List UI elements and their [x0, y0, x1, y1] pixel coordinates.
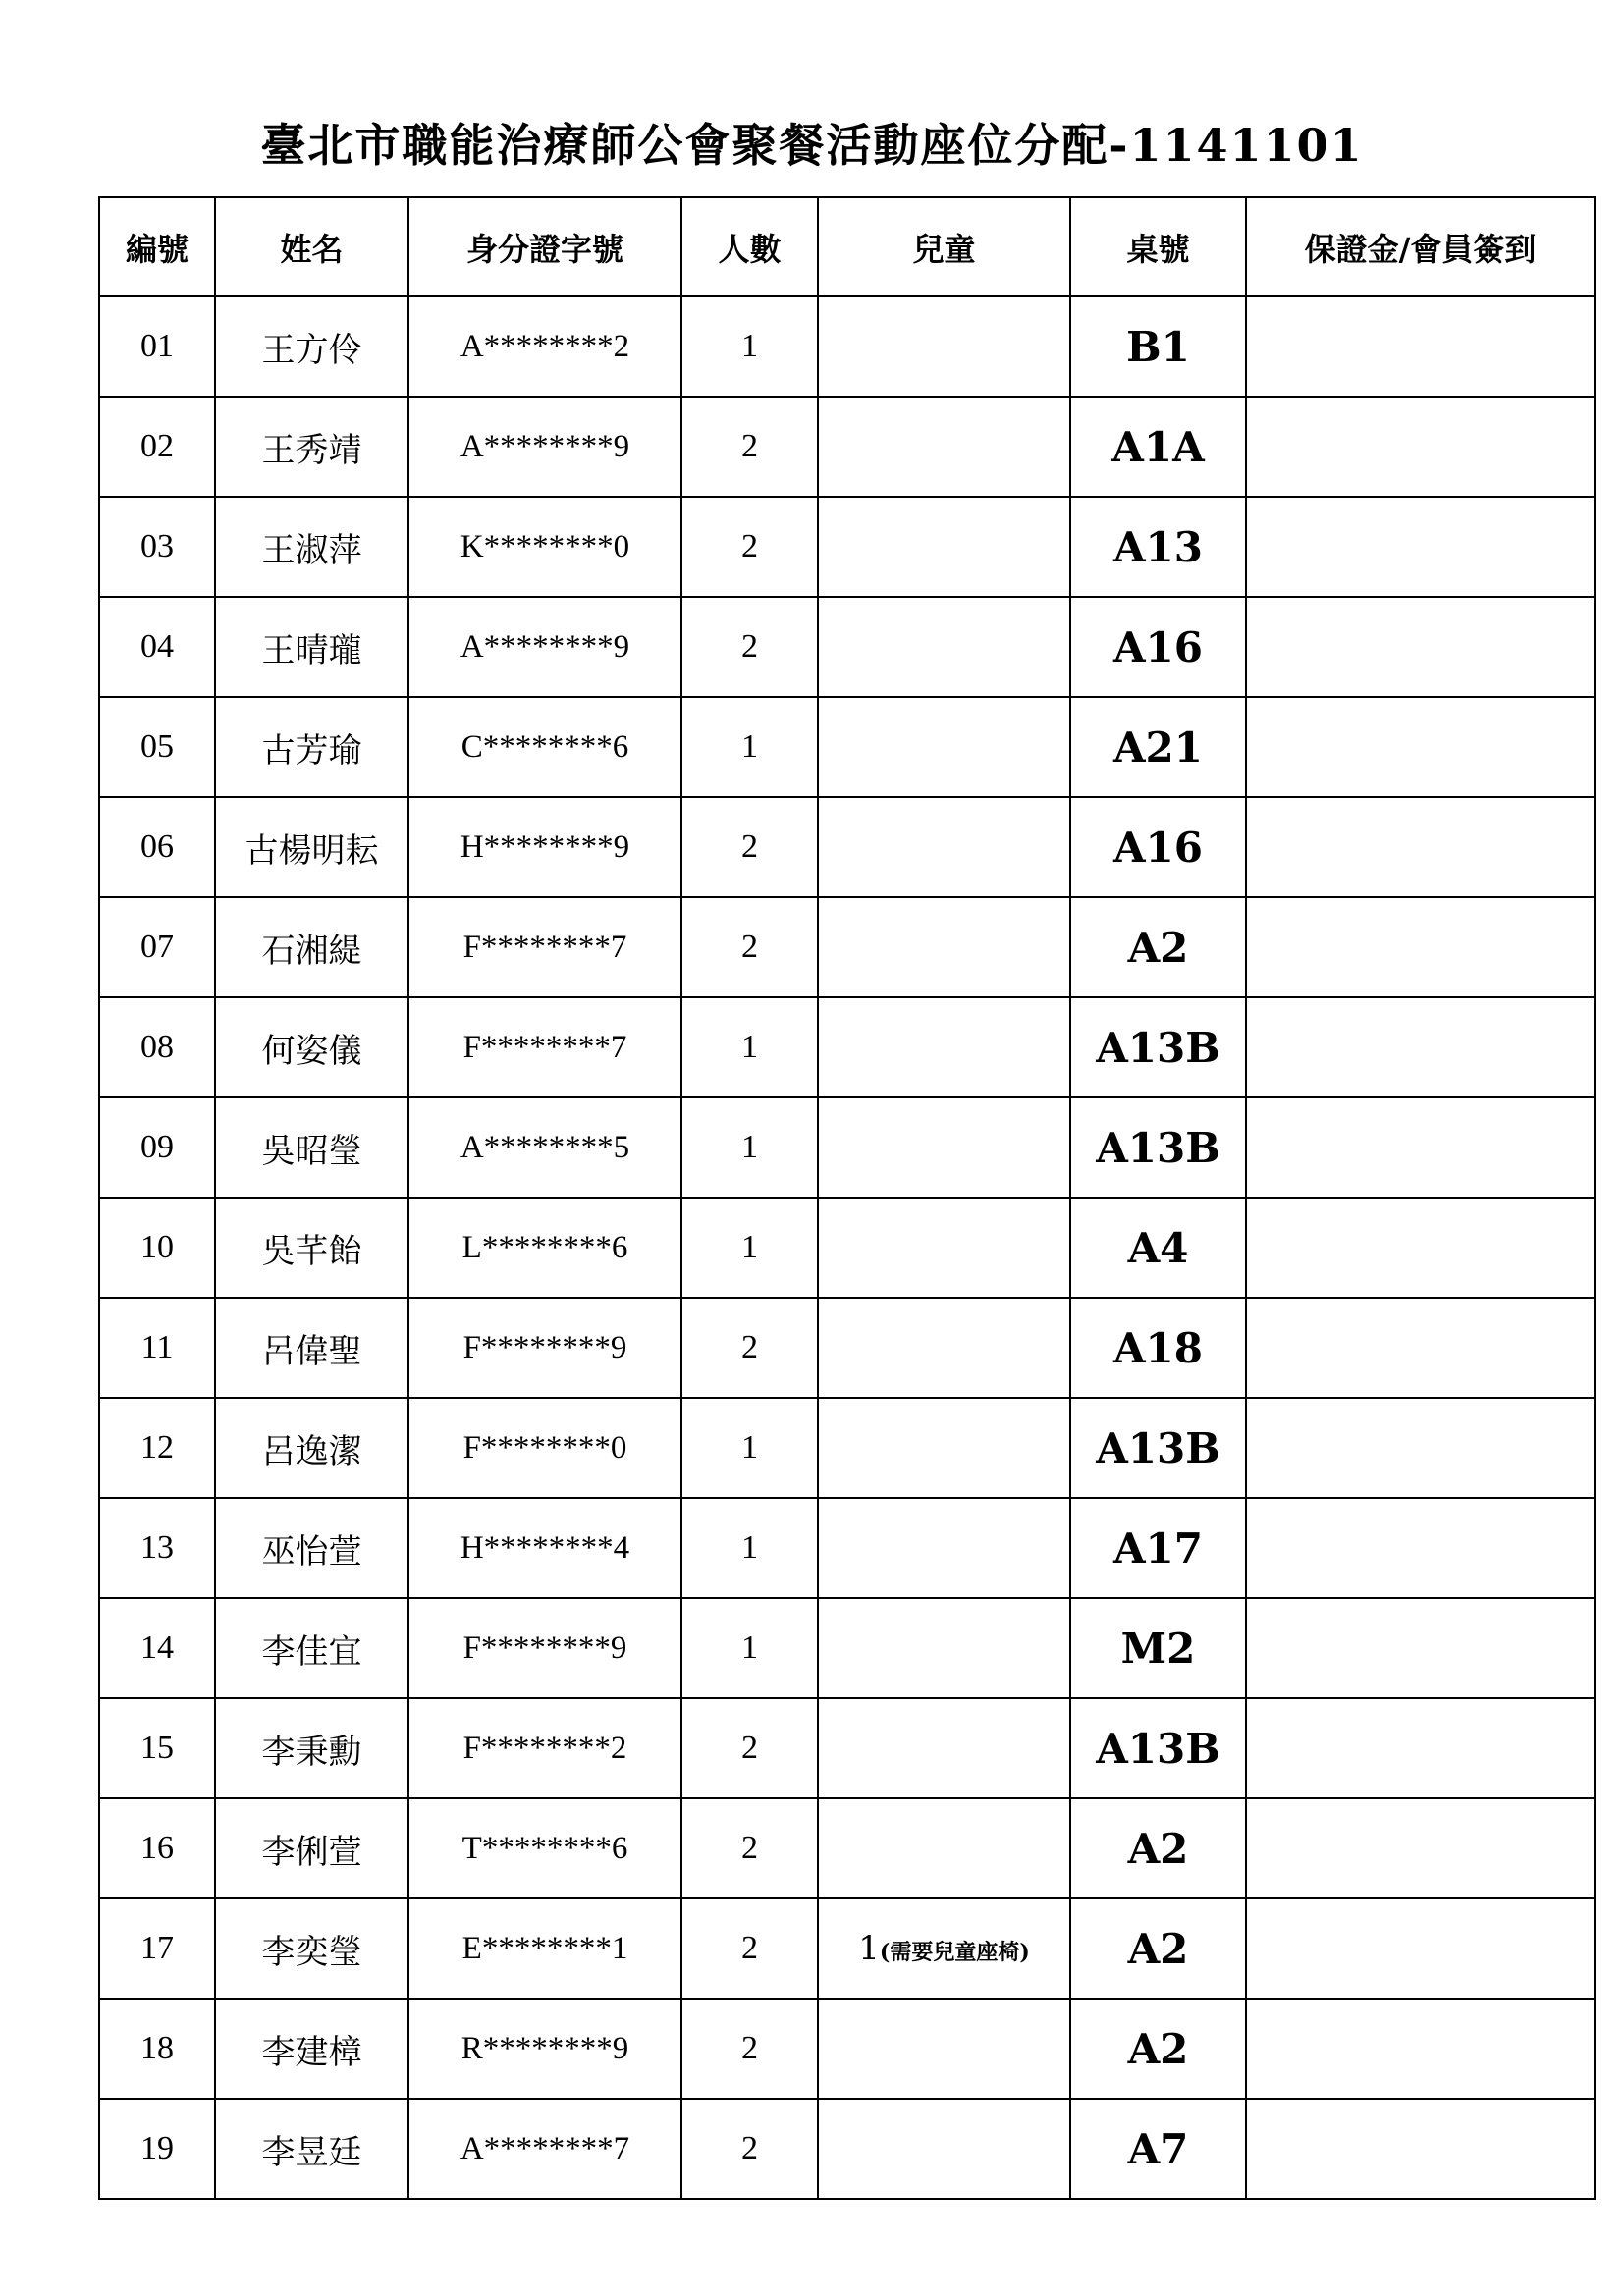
- table-row: [99, 296, 1595, 397]
- table-row: [99, 1698, 1595, 1798]
- cell-name: 古楊明耘: [215, 797, 408, 897]
- cell-signin: [1246, 2099, 1595, 2199]
- cell-children: [818, 797, 1070, 897]
- cell-name: 王方伶: [215, 296, 408, 397]
- cell-table-number: A17: [1070, 1498, 1246, 1598]
- cell-children: [818, 1598, 1070, 1698]
- cell-name: 李建樟: [215, 1999, 408, 2099]
- cell-children: [818, 1398, 1070, 1498]
- table-row: [99, 1097, 1595, 1198]
- cell-children: [818, 1798, 1070, 1898]
- table-row: [99, 1598, 1595, 1698]
- cell-id-number: K********0: [408, 497, 681, 597]
- cell-people-count: 2: [681, 2099, 818, 2199]
- cell-table-number: A4: [1070, 1198, 1246, 1298]
- cell-number: 13: [99, 1498, 215, 1598]
- cell-id-number: A********5: [408, 1097, 681, 1198]
- cell-people-count: 1: [681, 1398, 818, 1498]
- cell-table-number: A16: [1070, 597, 1246, 697]
- cell-table-number: A1A: [1070, 397, 1246, 497]
- cell-number: 10: [99, 1198, 215, 1298]
- cell-people-count: 2: [681, 1698, 818, 1798]
- cell-people-count: 2: [681, 1298, 818, 1398]
- cell-people-count: 1: [681, 1498, 818, 1598]
- cell-id-number: F********9: [408, 1298, 681, 1398]
- cell-children: [818, 1198, 1070, 1298]
- table-row: [99, 2099, 1595, 2199]
- cell-number: 16: [99, 1798, 215, 1898]
- table-row: [99, 1898, 1595, 1999]
- cell-signin: [1246, 497, 1595, 597]
- cell-signin: [1246, 1698, 1595, 1798]
- cell-id-number: F********0: [408, 1398, 681, 1498]
- table-row: [99, 697, 1595, 797]
- cell-name: 石湘緹: [215, 897, 408, 997]
- cell-children: [818, 1097, 1070, 1198]
- cell-number: 15: [99, 1698, 215, 1798]
- cell-people-count: 1: [681, 697, 818, 797]
- cell-signin: [1246, 1298, 1595, 1398]
- cell-name: 呂偉聖: [215, 1298, 408, 1398]
- table-body: [99, 296, 1595, 2199]
- header-children: 兒童: [818, 197, 1070, 296]
- table-row: [99, 997, 1595, 1097]
- header-name: 姓名: [215, 197, 408, 296]
- table-row: [99, 797, 1595, 897]
- cell-signin: [1246, 1498, 1595, 1598]
- cell-number: 01: [99, 296, 215, 397]
- cell-children: [818, 497, 1070, 597]
- cell-people-count: 2: [681, 797, 818, 897]
- cell-people-count: 2: [681, 1999, 818, 2099]
- cell-table-number: A18: [1070, 1298, 1246, 1398]
- table-row: [99, 397, 1595, 497]
- cell-signin: [1246, 1999, 1595, 2099]
- cell-table-number: A13B: [1070, 1398, 1246, 1498]
- cell-children: [818, 597, 1070, 697]
- table-row: [99, 497, 1595, 597]
- cell-people-count: 1: [681, 997, 818, 1097]
- cell-signin: [1246, 797, 1595, 897]
- cell-number: 06: [99, 797, 215, 897]
- cell-number: 17: [99, 1898, 215, 1999]
- cell-name: 王淑萍: [215, 497, 408, 597]
- cell-signin: [1246, 597, 1595, 697]
- cell-name: 吳芊飴: [215, 1198, 408, 1298]
- cell-id-number: E********1: [408, 1898, 681, 1999]
- cell-signin: [1246, 1097, 1595, 1198]
- cell-signin: [1246, 697, 1595, 797]
- cell-people-count: 2: [681, 1898, 818, 1999]
- cell-number: 12: [99, 1398, 215, 1498]
- cell-number: 14: [99, 1598, 215, 1698]
- cell-people-count: 1: [681, 1598, 818, 1698]
- cell-children: [818, 2099, 1070, 2199]
- cell-children: [818, 1498, 1070, 1598]
- header-row: [99, 197, 1595, 296]
- cell-people-count: 2: [681, 597, 818, 697]
- cell-number: 09: [99, 1097, 215, 1198]
- cell-signin: [1246, 296, 1595, 397]
- cell-name: 古芳瑜: [215, 697, 408, 797]
- cell-name: 王晴瓏: [215, 597, 408, 697]
- cell-children: [818, 697, 1070, 797]
- cell-name: 李佳宜: [215, 1598, 408, 1698]
- cell-id-number: F********9: [408, 1598, 681, 1698]
- seat-allocation-table: [98, 196, 1596, 2200]
- cell-signin: [1246, 397, 1595, 497]
- child-note: (需要兒童座椅): [879, 1940, 1030, 1965]
- page-title: 臺北市職能治療師公會聚餐活動座位分配-1141101: [260, 119, 1364, 172]
- header-id-number: 身分證字號: [408, 197, 681, 296]
- cell-id-number: A********9: [408, 597, 681, 697]
- cell-number: 02: [99, 397, 215, 497]
- cell-name: 何姿儀: [215, 997, 408, 1097]
- cell-children: [818, 296, 1070, 397]
- cell-table-number: A2: [1070, 1999, 1246, 2099]
- cell-id-number: A********9: [408, 397, 681, 497]
- cell-people-count: 2: [681, 397, 818, 497]
- header-number: 編號: [99, 197, 215, 296]
- cell-signin: [1246, 897, 1595, 997]
- table-row: [99, 1798, 1595, 1898]
- cell-number: 19: [99, 2099, 215, 2199]
- cell-number: 18: [99, 1999, 215, 2099]
- cell-id-number: R********9: [408, 1999, 681, 2099]
- cell-id-number: F********7: [408, 897, 681, 997]
- cell-signin: [1246, 1398, 1595, 1498]
- cell-children: [818, 1999, 1070, 2099]
- cell-table-number: A21: [1070, 697, 1246, 797]
- cell-children: [818, 897, 1070, 997]
- cell-table-number: A2: [1070, 1798, 1246, 1898]
- header-table-number: 桌號: [1070, 197, 1246, 296]
- cell-id-number: H********4: [408, 1498, 681, 1598]
- cell-id-number: A********7: [408, 2099, 681, 2199]
- cell-table-number: B1: [1070, 296, 1246, 397]
- cell-table-number: A2: [1070, 897, 1246, 997]
- table-row: [99, 1198, 1595, 1298]
- cell-number: 03: [99, 497, 215, 597]
- cell-id-number: L********6: [408, 1198, 681, 1298]
- cell-people-count: 1: [681, 296, 818, 397]
- cell-table-number: A13: [1070, 497, 1246, 597]
- cell-signin: [1246, 1798, 1595, 1898]
- cell-people-count: 2: [681, 1798, 818, 1898]
- cell-name: 李秉勳: [215, 1698, 408, 1798]
- cell-people-count: 2: [681, 897, 818, 997]
- child-count: 1: [858, 1929, 880, 1968]
- cell-name: 吳昭瑩: [215, 1097, 408, 1198]
- cell-people-count: 1: [681, 1198, 818, 1298]
- cell-name: 李奕瑩: [215, 1898, 408, 1999]
- cell-number: 08: [99, 997, 215, 1097]
- cell-signin: [1246, 997, 1595, 1097]
- cell-table-number: M2: [1070, 1598, 1246, 1698]
- cell-name: 呂逸潔: [215, 1398, 408, 1498]
- cell-number: 05: [99, 697, 215, 797]
- cell-id-number: T********6: [408, 1798, 681, 1898]
- header-people-count: 人數: [681, 197, 818, 296]
- cell-table-number: A7: [1070, 2099, 1246, 2199]
- cell-number: 04: [99, 597, 215, 697]
- cell-table-number: A16: [1070, 797, 1246, 897]
- cell-id-number: F********7: [408, 997, 681, 1097]
- cell-people-count: 1: [681, 1097, 818, 1198]
- table-row: [99, 1298, 1595, 1398]
- cell-children: [818, 1298, 1070, 1398]
- cell-number: 11: [99, 1298, 215, 1398]
- cell-children: [818, 997, 1070, 1097]
- cell-id-number: C********6: [408, 697, 681, 797]
- cell-id-number: F********2: [408, 1698, 681, 1798]
- cell-id-number: A********2: [408, 296, 681, 397]
- table-row: [99, 897, 1595, 997]
- cell-table-number: A13B: [1070, 1698, 1246, 1798]
- cell-id-number: H********9: [408, 797, 681, 897]
- cell-table-number: A13B: [1070, 997, 1246, 1097]
- cell-number: 07: [99, 897, 215, 997]
- table-row: [99, 1398, 1595, 1498]
- cell-signin: [1246, 1898, 1595, 1999]
- cell-signin: [1246, 1598, 1595, 1698]
- cell-people-count: 2: [681, 497, 818, 597]
- cell-name: 李昱廷: [215, 2099, 408, 2199]
- cell-children: [818, 397, 1070, 497]
- cell-table-number: A2: [1070, 1898, 1246, 1999]
- table-row: [99, 1999, 1595, 2099]
- cell-children: [818, 1898, 1070, 1999]
- cell-name: 王秀靖: [215, 397, 408, 497]
- table-row: [99, 1498, 1595, 1598]
- cell-name: 李俐萱: [215, 1798, 408, 1898]
- header-deposit-signin: 保證金/會員簽到: [1246, 197, 1595, 296]
- cell-table-number: A13B: [1070, 1097, 1246, 1198]
- cell-children: [818, 1698, 1070, 1798]
- cell-signin: [1246, 1198, 1595, 1298]
- cell-name: 巫怡萱: [215, 1498, 408, 1598]
- table-row: [99, 597, 1595, 697]
